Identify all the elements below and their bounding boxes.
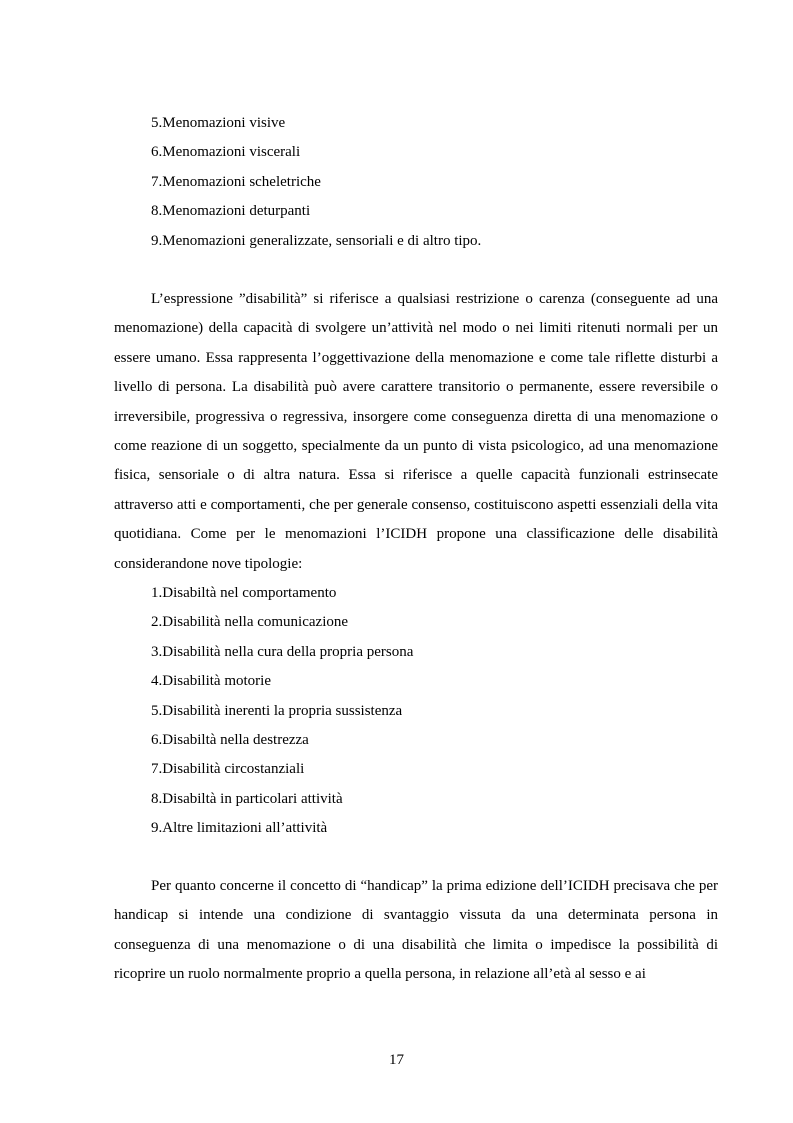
list-item: 9.Altre limitazioni all’attività bbox=[151, 820, 328, 837]
list-item: 1.Disabiltà nel comportamento bbox=[151, 585, 337, 601]
disabilities-list bbox=[151, 579, 413, 844]
page-number: 17 bbox=[389, 1052, 404, 1068]
list-item: 3.Disabilità nella cura della propria persona bbox=[151, 643, 414, 660]
list-item: 2.Disabilità nella comunicazione bbox=[151, 614, 349, 631]
list-item: 8.Menomazioni deturpanti bbox=[151, 203, 311, 220]
list-item: 8.Disabiltà in particolari attività bbox=[151, 790, 343, 807]
list-item: 4.Disabilità motorie bbox=[151, 673, 271, 690]
impairments-list bbox=[151, 109, 481, 256]
disability-paragraph: L’espressione ”disabilità” si riferisce a qualsiasi restrizione o carenza (conseguente ad una menomazione) della capacità di svolgere un’attività nel modo o nei limiti ritenuti normali per un essere umano. Essa rappresenta l’oggettivazione della menomazione e come tale riflette disturbi a livello di persona. La disabilità può avere carattere transitorio o permanente, essere reversibile o irreversibile, progressiva o regressiva, insorgere come conseguenza diretta di una menomazione o come reazione di un soggetto, specialmente da un punto di vista psicologico, ad una menomazione fisica, sensoriale o di altra natura. Essa si riferisce a quelle capacità funzionali estrinsecate attraverso atti e comportamenti, che per generale consenso, costituiscono aspetti essenziali della vita quotidiana. Come per le menomazioni l’ICIDH propone una classificazione delle disabilità considerandone nove tipologie: bbox=[114, 291, 718, 572]
list-item: 6.Disabiltà nella destrezza bbox=[151, 732, 309, 749]
list-item: 7.Disabilità circostanziali bbox=[151, 761, 305, 778]
list-item: 5.Disabilità inerenti la propria sussistenza bbox=[151, 702, 403, 719]
list-item: 6.Menomazioni viscerali bbox=[151, 144, 301, 161]
handicap-paragraph: Per quanto concerne il concetto di “handicap” la prima edizione dell’ICIDH precisava che per handicap si intende una condizione di svantaggio vissuta da una determinata persona in conseguenza di una menomazione o di una disabilità che limita o impedisce la possibilità di ricoprire un ruolo normalmente proprio a quella persona, in relazione all’età al sesso e ai bbox=[114, 878, 718, 983]
list-item: 5.Menomazioni visive bbox=[151, 115, 286, 131]
list-item: 9.Menomazioni generalizzate, sensoriali e di altro tipo. bbox=[151, 232, 482, 249]
list-item: 7.Menomazioni scheletriche bbox=[151, 173, 321, 190]
